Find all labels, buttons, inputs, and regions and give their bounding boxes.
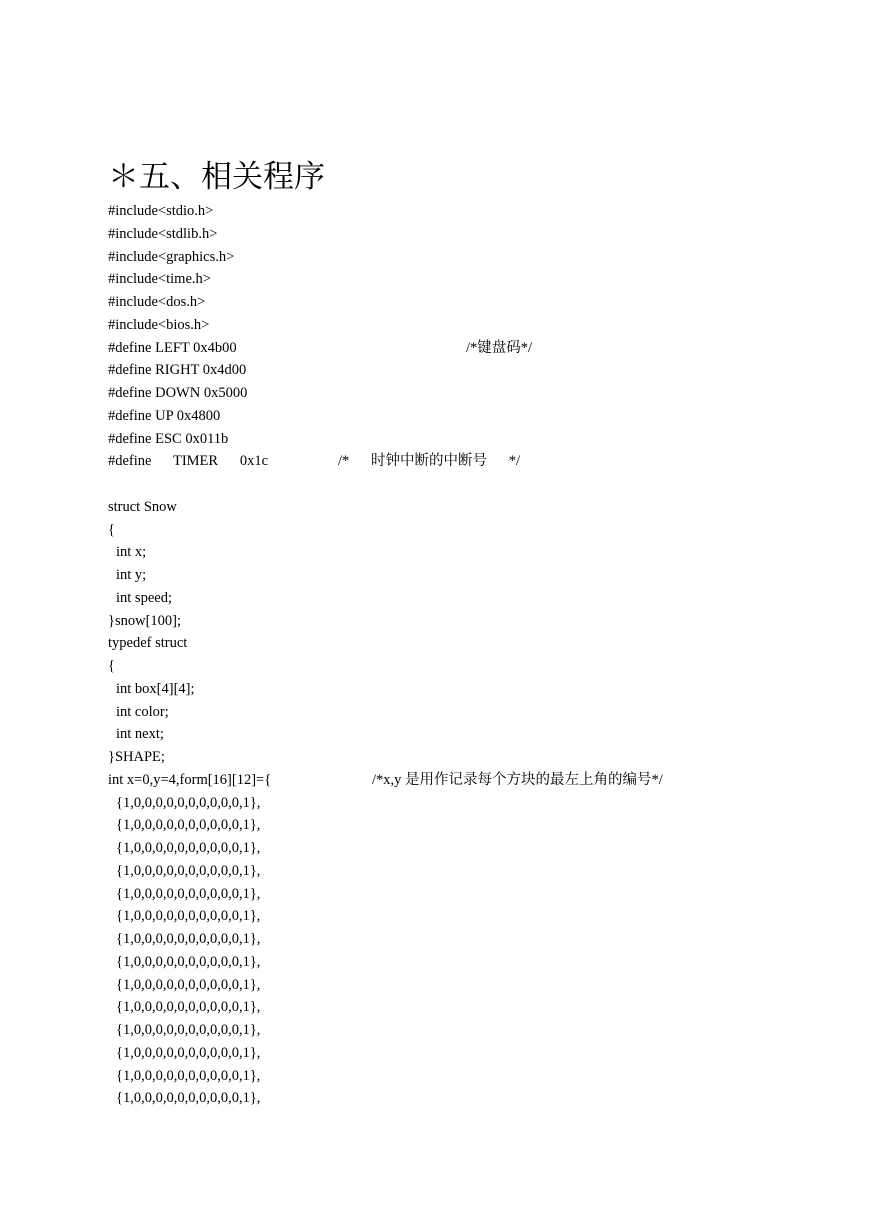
- array-row: {1,0,0,0,0,0,0,0,0,0,0,1},: [116, 885, 261, 902]
- section-heading: ＊五、相关程序: [108, 159, 325, 195]
- code-line: #include<dos.h>: [108, 294, 206, 310]
- blank-line: [108, 473, 828, 496]
- array-row: {1,0,0,0,0,0,0,0,0,0,0,1},: [116, 817, 261, 834]
- code-line: {: [108, 521, 115, 538]
- code-line: int x=0,y=4,form[16][12]={ /*x,y 是用作记录每个方块的最左上角的编号*/: [108, 769, 828, 792]
- code-line: int speed;: [116, 589, 172, 606]
- code-line: #include<time.h>: [108, 271, 211, 288]
- array-row: {1,0,0,0,0,0,0,0,0,0,0,1},: [116, 999, 261, 1016]
- code-comment: /*x,y 是用作记录每个方块的最左上角的编号*/: [372, 771, 663, 788]
- array-row: {1,0,0,0,0,0,0,0,0,0,0,1},: [116, 1067, 261, 1084]
- code-line: struct Snow: [108, 498, 177, 515]
- code-line: #include<bios.h>: [108, 316, 210, 333]
- code-line: int x;: [116, 544, 147, 561]
- code-line: #define TIMER 0x1c /* 时钟中断的中断号 */: [108, 450, 828, 473]
- code-comment: /* 时钟中断的中断号 */: [338, 453, 521, 470]
- array-row: {1,0,0,0,0,0,0,0,0,0,0,1},: [116, 794, 261, 811]
- code-line: int y;: [116, 567, 147, 583]
- array-row: {1,0,0,0,0,0,0,0,0,0,0,1},: [116, 931, 261, 947]
- array-row: {1,0,0,0,0,0,0,0,0,0,0,1},: [116, 953, 261, 970]
- code-line: #define LEFT 0x4b00 /*键盘码*/: [108, 337, 828, 360]
- code-line: #define UP 0x4800: [108, 407, 221, 424]
- code-line: #include<stdlib.h>: [108, 225, 218, 242]
- code-line: typedef struct: [108, 635, 188, 652]
- code-line: #include<stdio.h>: [108, 203, 214, 219]
- code-line: int box[4][4];: [116, 680, 195, 697]
- code-line: #define RIGHT 0x4d00: [108, 362, 247, 379]
- array-row: {1,0,0,0,0,0,0,0,0,0,0,1},: [116, 1044, 261, 1061]
- code-line: #include<graphics.h>: [108, 248, 235, 265]
- array-row: {1,0,0,0,0,0,0,0,0,0,0,1},: [116, 840, 261, 856]
- array-row: {1,0,0,0,0,0,0,0,0,0,0,1},: [116, 976, 261, 993]
- array-row: {1,0,0,0,0,0,0,0,0,0,0,1},: [116, 1090, 261, 1107]
- code-line: #define ESC 0x011b: [108, 430, 229, 447]
- array-row: {1,0,0,0,0,0,0,0,0,0,0,1},: [116, 1022, 261, 1038]
- code-line: }snow[100];: [108, 612, 182, 629]
- code-line: int color;: [116, 703, 169, 720]
- array-row: {1,0,0,0,0,0,0,0,0,0,0,1},: [116, 862, 261, 879]
- code-line: }SHAPE;: [108, 749, 165, 765]
- code-comment: /*键盘码*/: [466, 339, 533, 356]
- array-row: {1,0,0,0,0,0,0,0,0,0,0,1},: [116, 908, 261, 925]
- code-line: {: [108, 658, 115, 674]
- code-line: int next;: [116, 726, 164, 743]
- code-line: #define DOWN 0x5000: [108, 385, 248, 401]
- code-listing: [108, 200, 828, 1110]
